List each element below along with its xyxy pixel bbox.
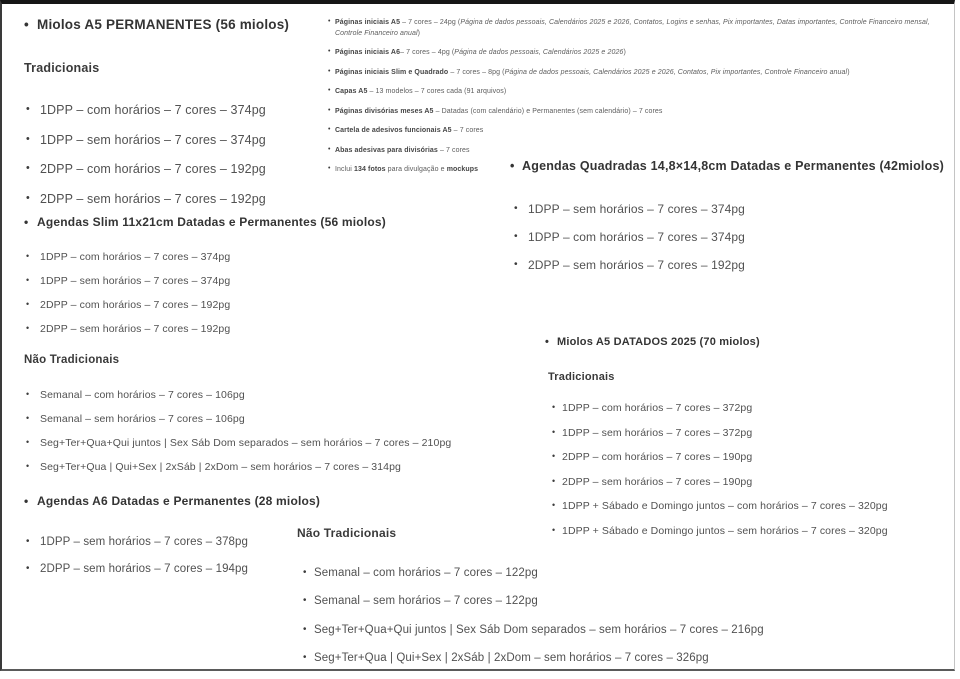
detail-item: • Páginas iniciais Slim e Quadrado – 7 cores – 8pg (Página de dados pessoais, Calendários 2025 e 2026, Contatos, Pix importantes, Controle Financeiro anual): [328, 68, 940, 79]
list-item: • 1DPP + Sábado e Domingo juntos – com horários – 7 cores – 320pg: [545, 499, 945, 513]
list-item: • 1DPP – sem horários – 7 cores – 374pg: [512, 202, 955, 217]
detail-lead: Capas A5: [335, 88, 368, 95]
section-nao-tradicionais-left: [24, 353, 494, 484]
detail-item: • Capas A5 – 13 modelos – 7 cores cada (91 arquivos): [328, 87, 940, 98]
subsection-title-nao-tradicionais: Não Tradicionais: [297, 526, 397, 540]
detail-item: • Páginas divisórias meses A5 – Datadas (com calendário) e Permanentes (sem calendário) – 7 cores: [328, 107, 940, 118]
list-item: • Seg+Ter+Qua | Qui+Sex | 2xSáb | 2xDom – sem horários – 7 cores – 326pg: [297, 651, 777, 666]
list-item: • 2DPP – com horários – 7 cores – 190pg: [545, 450, 945, 464]
detail-italic: Página de dados pessoais, Calendários 2025 e 2026: [454, 49, 624, 56]
detail-lead: Páginas iniciais Slim e Quadrado: [335, 68, 449, 76]
list-item: • 2DPP – sem horários – 7 cores – 192pg: [512, 258, 955, 273]
section-title: • Agendas A6 Datadas e Permanentes (28 miolos): [24, 493, 424, 509]
subsection-title-tradicionais: Tradicionais: [548, 371, 615, 383]
detail-item: • Abas adesivas para divisórias – 7 cores: [328, 146, 940, 157]
list-item: • 1DPP – sem horários – 7 cores – 374pg: [24, 274, 484, 288]
list-item: • 2DPP – com horários – 7 cores – 192pg: [24, 298, 484, 312]
list-item: • Semanal – sem horários – 7 cores – 122pg: [297, 594, 777, 609]
section-a5-datados: [545, 335, 945, 548]
detail-lead: Páginas iniciais A5: [335, 19, 401, 26]
list-item: • 2DPP – sem horários – 7 cores – 190pg: [545, 475, 945, 489]
list-item: • 1DPP – sem horários – 7 cores – 378pg: [24, 535, 424, 550]
list-item: • 1DPP + Sábado e Domingo juntos – sem horários – 7 cores – 320pg: [545, 524, 945, 538]
detail-italic: Página de dados pessoais, Calendários 2025 e 2026, Contatos, Pix importantes, Controle Financeiro anual: [504, 68, 848, 76]
section-title: • Agendas Quadradas 14,8×14,8cm Datadas e Permanentes (42miolos): [510, 158, 955, 175]
section-title: • Agendas Slim 11x21cm Datadas e Permanentes (56 miolos): [24, 215, 484, 230]
detail-lead: Páginas iniciais A6: [335, 49, 401, 56]
list-item: • Seg+Ter+Qua+Qui juntos | Sex Sáb Dom separados – sem horários – 7 cores – 216pg: [297, 623, 777, 638]
detail-bold: mockups: [446, 166, 479, 173]
list-item: • Seg+Ter+Qua | Qui+Sex | 2xSáb | 2xDom – sem horários – 7 cores – 314pg: [24, 460, 494, 474]
list-item: • 1DPP – com horários – 7 cores – 374pg: [24, 102, 474, 118]
detail-italic: Página de dados pessoais, Calendários 2025 e 2026, Contatos, Logins e senhas, Pix importantes, Datas importantes, Controle Financeiro mensal, Controle Financeiro anual: [335, 19, 930, 37]
detail-item: • Inclui 134 fotos para divulgação e mockups: [328, 165, 940, 176]
nao-tradicionais-bottom-list: [297, 566, 777, 666]
detail-lead: Páginas divisórias meses A5: [335, 107, 434, 115]
list-item: • 2DPP – sem horários – 7 cores – 192pg: [24, 191, 474, 207]
list-item: • Semanal – com horários – 7 cores – 106pg: [24, 388, 494, 402]
list-item: • 1DPP – com horários – 7 cores – 372pg: [545, 401, 945, 415]
list-item: • Seg+Ter+Qua+Qui juntos | Sex Sáb Dom separados – sem horários – 7 cores – 210pg: [24, 436, 494, 450]
list-item: • 1DPP – com horários – 7 cores – 374pg: [512, 230, 955, 245]
detail-lead: Abas adesivas para divisórias: [335, 146, 438, 154]
list-item: • 2DPP – sem horários – 7 cores – 192pg: [24, 322, 484, 336]
detail-item: • Cartela de adesivos funcionais A5 – 7 cores: [328, 126, 940, 137]
list-item: • 2DPP – sem horários – 7 cores – 194pg: [24, 562, 424, 577]
nao-tradicionais-left-list: [24, 388, 494, 474]
list-item: • Semanal – sem horários – 7 cores – 106pg: [24, 412, 494, 426]
list-item: • 1DPP – sem horários – 7 cores – 374pg: [24, 132, 474, 148]
a5-datados-list: [545, 401, 945, 538]
section-title: • Miolos A5 DATADOS 2025 (70 miolos): [545, 335, 945, 350]
agendas-slim-list: [24, 250, 484, 336]
list-item: • 2DPP – com horários – 7 cores – 192pg: [24, 161, 474, 177]
agendas-quadradas-list: [512, 202, 955, 273]
section-nao-tradicionais-bottom: [297, 525, 777, 679]
detail-bold: 134 fotos: [354, 166, 386, 173]
section-agendas-slim: [24, 215, 484, 346]
list-item: • Semanal – com horários – 7 cores – 122pg: [297, 566, 777, 581]
subsection-title-tradicionais: Tradicionais: [24, 61, 100, 75]
list-item: • 1DPP – com horários – 7 cores – 374pg: [24, 250, 484, 264]
section-agendas-quadradas: [510, 158, 955, 286]
detail-item: • Páginas iniciais A5 – 7 cores – 24pg (Página de dados pessoais, Calendários 2025 e 2026, Contatos, Logins e senhas, Pix importantes, Datas importantes, Controle Financeiro mensal, Controle Financeiro anual): [328, 18, 940, 39]
detail-item: • Páginas iniciais A6– 7 cores – 4pg (Página de dados pessoais, Calendários 2025 e 2026): [328, 48, 940, 59]
detail-lead: Cartela de adesivos funcionais A5: [335, 127, 452, 134]
section-title: • Miolos A5 PERMANENTES (56 miolos): [24, 16, 474, 34]
list-item: • 1DPP – sem horários – 7 cores – 372pg: [545, 426, 945, 440]
subsection-title-nao-tradicionais: Não Tradicionais: [24, 354, 120, 366]
